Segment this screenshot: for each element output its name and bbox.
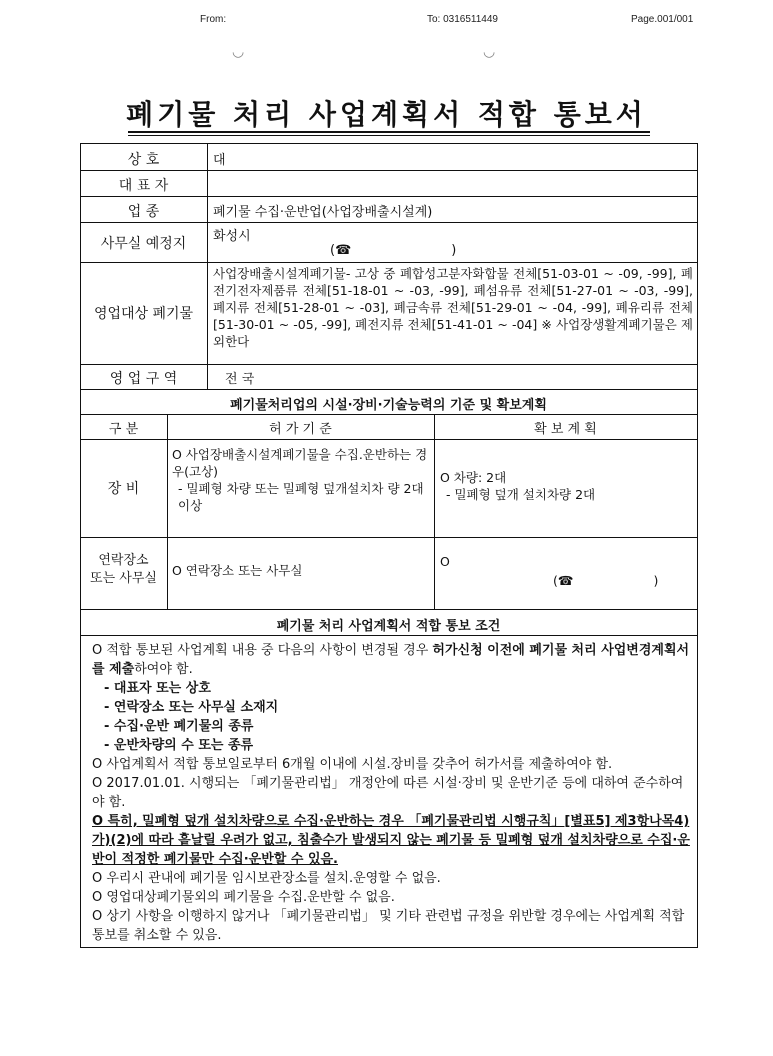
divider	[167, 414, 168, 609]
divider	[80, 196, 697, 197]
standards-section-title: 폐기물처리업의 시설·장비·기술능력의 기준 및 확보계획	[230, 398, 547, 413]
divider	[80, 537, 697, 538]
divider	[434, 414, 435, 609]
business-area-label: 영 업 구 역	[109, 371, 178, 387]
equipment-label: 장 비	[107, 481, 140, 497]
fax-to: To: 0316511449	[427, 14, 498, 25]
representative-label: 대 표 자	[118, 178, 169, 194]
divider	[80, 262, 697, 263]
company-value: 대	[213, 153, 226, 168]
equipment-criteria: O 사업장배출시설계폐기물을 수집.운반하는 경우(고상) - 밀폐형 차량 또는 밀폐형 덮개설치차 량 2대 이상	[172, 447, 428, 513]
business-area-value: 전 국	[225, 372, 255, 387]
punch-mark: ◡	[232, 44, 245, 60]
condition-3: O 2017.01.01. 시행되는 「폐기물관리법」 개정안에 따른 시설·장비 및 운반기준 등에 대하여 준수하여야 함.	[92, 776, 684, 810]
divider	[80, 364, 697, 365]
divider	[80, 609, 697, 610]
phone-icon: (☎	[553, 573, 574, 588]
business-type-value: 폐기물 수집·운반업(사업장배출시설계)	[213, 205, 433, 220]
office-plan: O	[440, 554, 450, 569]
conditions-section-title: 폐기물 처리 사업계획서 적합 통보 조건	[276, 619, 501, 634]
punch-mark: ◡	[483, 44, 496, 60]
equipment-plan: O 차량: 2대 - 밀폐형 덮개 설치차량 2대	[440, 470, 596, 502]
page-title: 폐기물 처리 사업계획서 적합 통보서	[126, 98, 647, 131]
condition-sub: - 운반차량의 수 또는 종류	[104, 738, 254, 753]
divider	[80, 222, 697, 223]
divider	[207, 143, 208, 389]
office-location-label: 사무실 예정지	[100, 236, 187, 252]
divider	[80, 170, 697, 171]
office-contact-label: 연락장소 또는 사무실	[90, 553, 157, 586]
office-phone: (☎ )	[330, 243, 457, 258]
divider	[80, 439, 697, 440]
col-plan: 확 보 계 획	[534, 422, 597, 437]
title-underline	[128, 135, 650, 136]
condition-1: O 적합 통보된 사업계획 내용 중 다음의 사항이 변경될 경우 허가신청 이전에 폐기물 처리 사업변경계획서를 제출하여야 함.	[92, 643, 690, 677]
divider	[80, 389, 697, 390]
target-waste-label: 영업대상 폐기물	[93, 306, 194, 322]
condition-2: O 사업계획서 적합 통보일로부터 6개월 이내에 시설.장비를 갖추어 허가서를 제출하여야 함.	[92, 757, 613, 772]
office-location-value: 화성시	[213, 229, 251, 244]
condition-6: O 영업대상폐기물외의 폐기물을 수집.운반할 수 없음.	[92, 890, 395, 905]
office-plan-phone: (☎ )	[553, 573, 659, 588]
fax-page: Page.001/001	[631, 14, 694, 25]
col-category: 구 분	[108, 422, 139, 437]
divider	[80, 635, 697, 636]
company-label: 상 호	[127, 152, 160, 168]
divider	[80, 414, 697, 415]
phone-icon: (☎	[330, 243, 352, 258]
condition-sub: - 연락장소 또는 사무실 소재지	[104, 700, 279, 715]
condition-5: O 우리시 관내에 폐기물 임시보관장소를 설치.운영할 수 없음.	[92, 871, 441, 886]
col-criteria: 허 가 기 준	[269, 422, 332, 437]
condition-sub: - 대표자 또는 상호	[104, 681, 211, 696]
condition-7: O 상기 사항을 이행하지 않거나 「폐기물관리법」 및 기타 관련법 규정을 위반할 경우에는 사업계획 적합 통보를 취소할 수 있음.	[92, 909, 685, 943]
title-underline	[128, 131, 650, 133]
condition-4: O 특히, 밀폐형 덮개 설치차량으로 수집·운반하는 경우 「폐기물관리법 시행규칙」[별표5] 제3항나목4)가)(2)에 따라 흩날릴 우려가 없고, 침출수가 발생되지 않는 폐기물 등 밀폐형 덮개 설치차량으로 수집·운반이 적정한 폐기물만 수집·운반할 수 있음.	[92, 814, 690, 867]
office-criteria: O 연락장소 또는 사무실	[172, 563, 303, 578]
target-waste-value: 사업장배출시설계폐기물- 고상 중 폐합성고분자화합물 전체[51-03-01 ~ -09, -99], 폐전기전자제품류 전체[51-18-01 ~ -03, -99], 폐섬유류 전체[51-27-01 ~ -03, -99], 폐지류 전체[51-28-01 ~ -03], 폐금속류 전체[51-29-01 ~ -04, -99], 폐유리류 전체 [51-30-01 ~ -05, -99], 폐전지류 전체[51-41-01 ~ -04] ※ 사업장생활계폐기물은 제외한다	[213, 266, 693, 349]
business-type-label: 업 종	[127, 204, 160, 220]
fax-from: From:	[200, 14, 227, 25]
condition-sub: - 수집·운반 폐기물의 종류	[104, 719, 254, 734]
conditions-list	[92, 641, 692, 945]
